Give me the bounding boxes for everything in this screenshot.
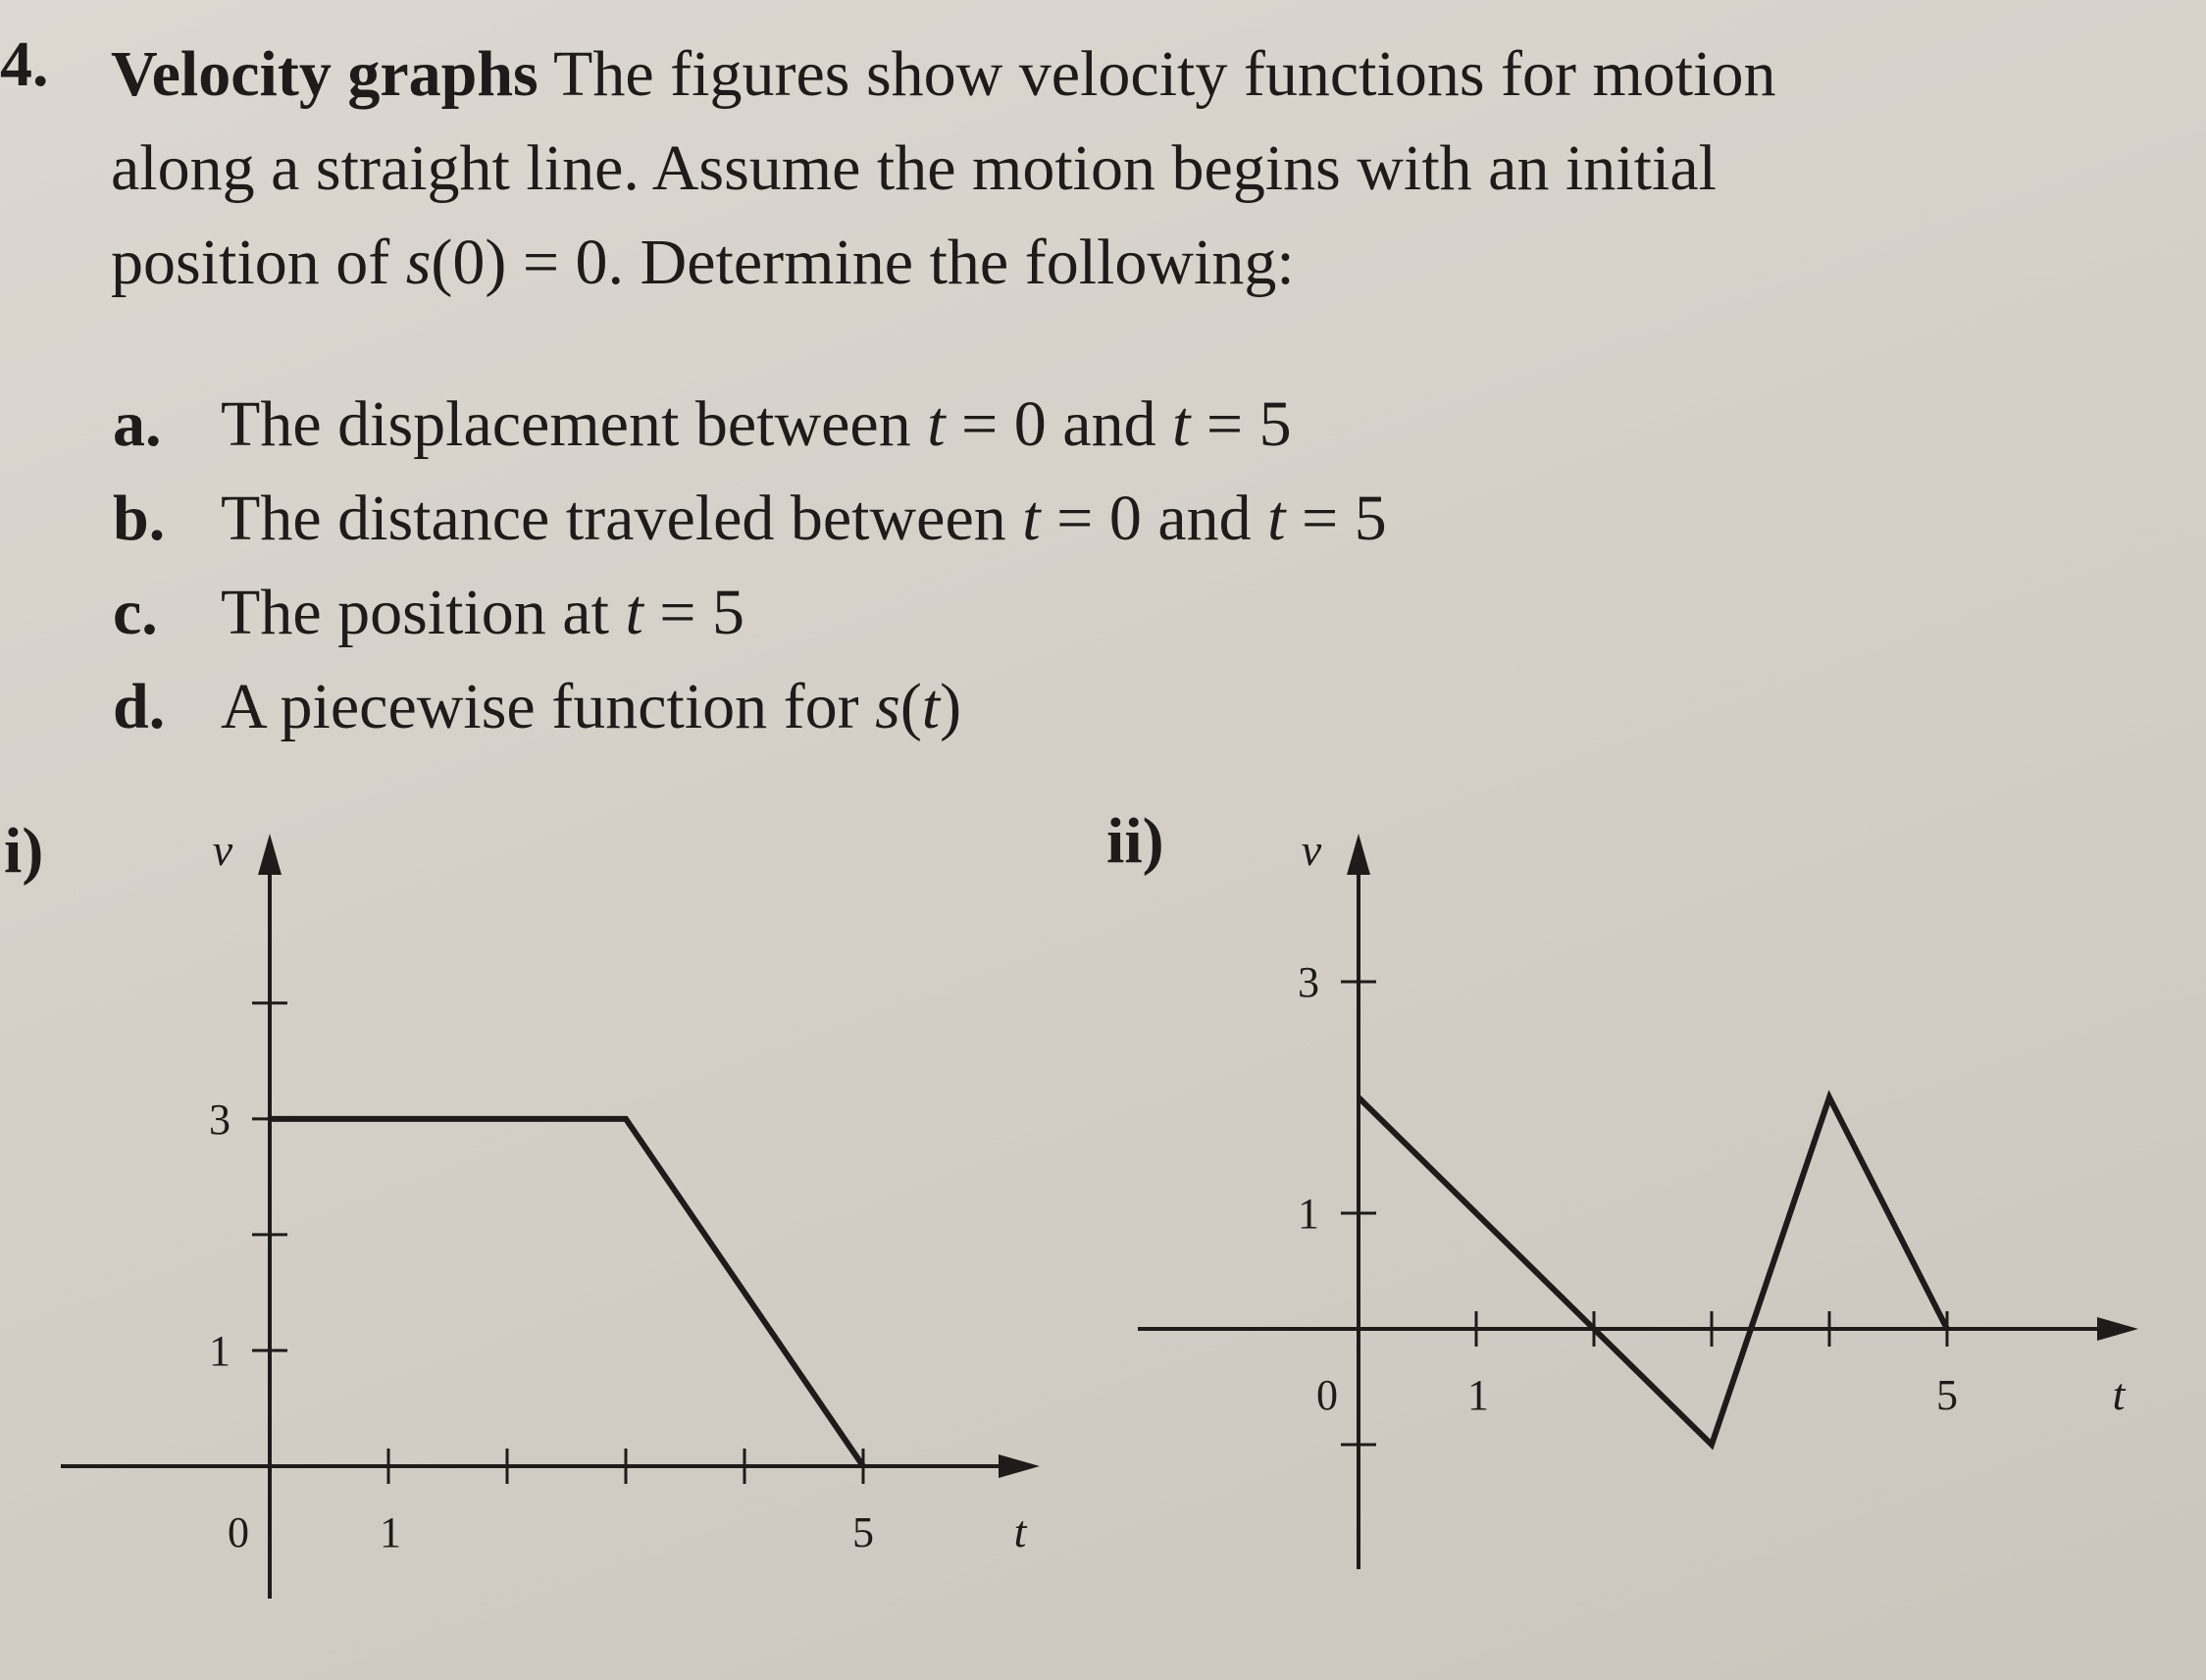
data-point bbox=[1828, 1096, 1831, 1099]
data-point bbox=[269, 1117, 272, 1120]
data-point bbox=[1711, 1444, 1714, 1447]
x-tick-label-0: 0 bbox=[1316, 1371, 1338, 1419]
data-point bbox=[625, 1117, 628, 1120]
part-text: ( bbox=[899, 671, 922, 742]
part-text: The position at bbox=[221, 577, 626, 648]
part-text: The displacement between bbox=[221, 388, 928, 460]
x-tick-label-5: 5 bbox=[852, 1508, 874, 1556]
graph-label-i: i) bbox=[4, 815, 44, 887]
y-axis-label: v bbox=[212, 825, 233, 875]
velocity-curve bbox=[1359, 1097, 1947, 1445]
x-tick-label-1: 1 bbox=[380, 1508, 401, 1556]
part-variable: t bbox=[927, 388, 946, 460]
problem-number: 4. bbox=[0, 28, 49, 100]
part-variable: s bbox=[875, 671, 900, 742]
y-tick-label-3: 3 bbox=[209, 1095, 231, 1144]
y-tick-label-1: 1 bbox=[1298, 1190, 1319, 1238]
part-text: A piecewise function for bbox=[221, 671, 876, 742]
problem-statement bbox=[111, 27, 2112, 310]
part-variable: t bbox=[625, 577, 643, 648]
part-text: = 5 bbox=[1285, 483, 1387, 554]
velocity-curve bbox=[270, 1119, 863, 1466]
y-tick-label-3: 3 bbox=[1298, 958, 1319, 1006]
part-text: = 0 and bbox=[945, 388, 1173, 460]
part-letter: d. bbox=[113, 671, 166, 742]
x-tick-label-1: 1 bbox=[1467, 1371, 1489, 1419]
part-variable: t bbox=[1022, 483, 1041, 554]
part-letter: a. bbox=[113, 388, 162, 460]
part-variable: t bbox=[1267, 483, 1286, 554]
intro-line-3-rest: (0) = 0. Determine the following: bbox=[431, 227, 1295, 298]
question-part-c bbox=[113, 566, 1387, 660]
y-axis-label: v bbox=[1301, 825, 1322, 875]
intro-line-1-text: The figures show velocity functions for motion bbox=[538, 38, 1776, 110]
y-tick-label-1: 1 bbox=[209, 1326, 231, 1375]
velocity-graph-i bbox=[147, 824, 1050, 1599]
x-axis-arrow-icon bbox=[2097, 1317, 2138, 1341]
data-point bbox=[1358, 1096, 1360, 1099]
y-axis-arrow-icon bbox=[258, 834, 282, 875]
question-parts bbox=[113, 378, 1387, 754]
data-point bbox=[1946, 1328, 1949, 1331]
part-text: = 5 bbox=[642, 577, 745, 648]
x-axis-label: t bbox=[2112, 1369, 2126, 1419]
intro-line-3 bbox=[111, 216, 2112, 310]
part-variable: t bbox=[1172, 388, 1191, 460]
problem-title: Velocity graphs bbox=[111, 38, 539, 110]
velocity-graph-ii bbox=[1226, 814, 2148, 1579]
x-axis-arrow-icon bbox=[999, 1454, 1040, 1478]
question-part-a bbox=[113, 378, 1387, 472]
x-tick-label-5: 5 bbox=[1936, 1371, 1958, 1419]
intro-line-1 bbox=[111, 27, 2112, 122]
part-text: The distance traveled between bbox=[221, 483, 1023, 554]
intro-line-3-prefix: position of bbox=[111, 227, 406, 298]
y-axis-arrow-icon bbox=[1347, 834, 1370, 875]
part-text: ) bbox=[940, 671, 962, 742]
part-text: = 5 bbox=[1190, 388, 1292, 460]
part-letter: c. bbox=[113, 577, 158, 648]
part-text: = 0 and bbox=[1040, 483, 1268, 554]
x-tick-label-0: 0 bbox=[228, 1508, 249, 1556]
intro-line-2: along a straight line. Assume the motion begins with an initial bbox=[111, 132, 1717, 204]
intro-line-3-math: s bbox=[405, 227, 432, 298]
graph-label-ii: ii) bbox=[1106, 805, 1164, 877]
part-letter: b. bbox=[113, 483, 166, 554]
part-variable: t bbox=[921, 671, 941, 742]
data-point bbox=[862, 1465, 865, 1468]
question-part-d bbox=[113, 660, 1387, 754]
x-axis-label: t bbox=[1013, 1506, 1027, 1556]
question-part-b bbox=[113, 472, 1387, 566]
data-point bbox=[1593, 1328, 1596, 1331]
